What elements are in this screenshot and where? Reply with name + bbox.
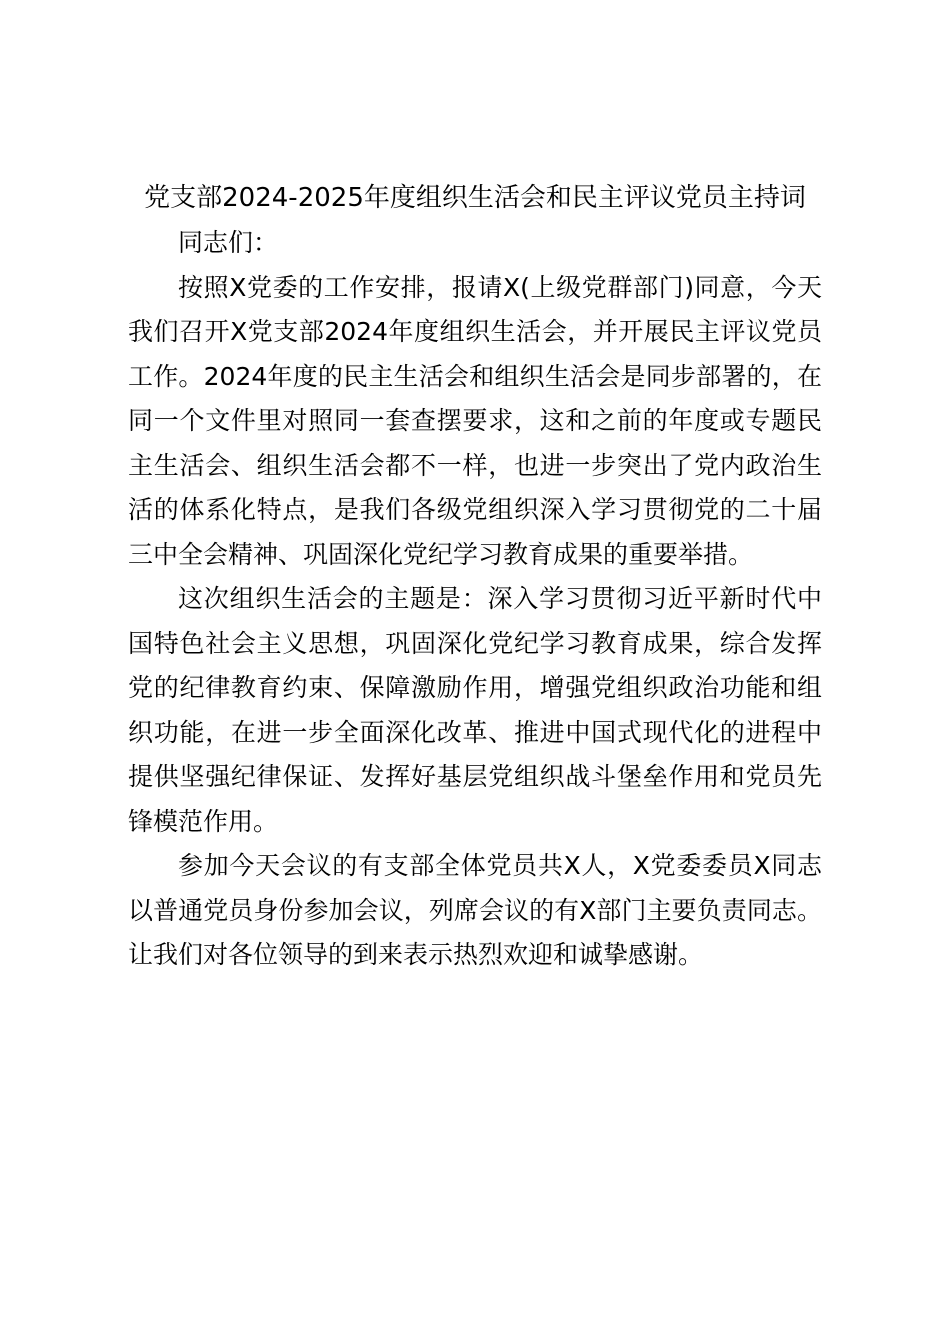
paragraph-theme: 这次组织生活会的主题是：深入学习贯彻习近平新时代中国特色社会主义思想，巩固深化党纪学习教育成果，综合发挥党的纪律教育约束、保障激励作用，增强党组织政治功能和组织功能，在进一步全面深化改革、推进中国式现代化的进程中提供坚强纪律保证、发挥好基层党组织战斗堡垒作用和党员先锋模范作用。: [128, 584, 822, 836]
salutation: 同志们：: [178, 228, 279, 257]
document-title: 党支部2024-2025年度组织生活会和民主评议党员主持词: [144, 183, 806, 213]
paragraph-attendees: 参加今天会议的有支部全体党员共X人，X党委委员X同志以普通党员身份参加会议，列席会议的有X部门主要负责同志。让我们对各位领导的到来表示热烈欢迎和诚挚感谢。: [128, 851, 822, 969]
paragraph-intro: 按照X党委的工作安排，报请X(上级党群部门)同意，今天我们召开X党支部2024年度组织生活会，并开展民主评议党员工作。2024年度的民主生活会和组织生活会是同步部署的，在同一个文件里对照同一套查摆要求，这和之前的年度或专题民主生活会、组织生活会都不一样，也进一步突出了党内政治生活的体系化特点，是我们各级党组织深入学习贯彻党的二十届三中全会精神、巩固深化党纪学习教育成果的重要举措。: [128, 272, 822, 569]
document-body: [128, 176, 822, 978]
